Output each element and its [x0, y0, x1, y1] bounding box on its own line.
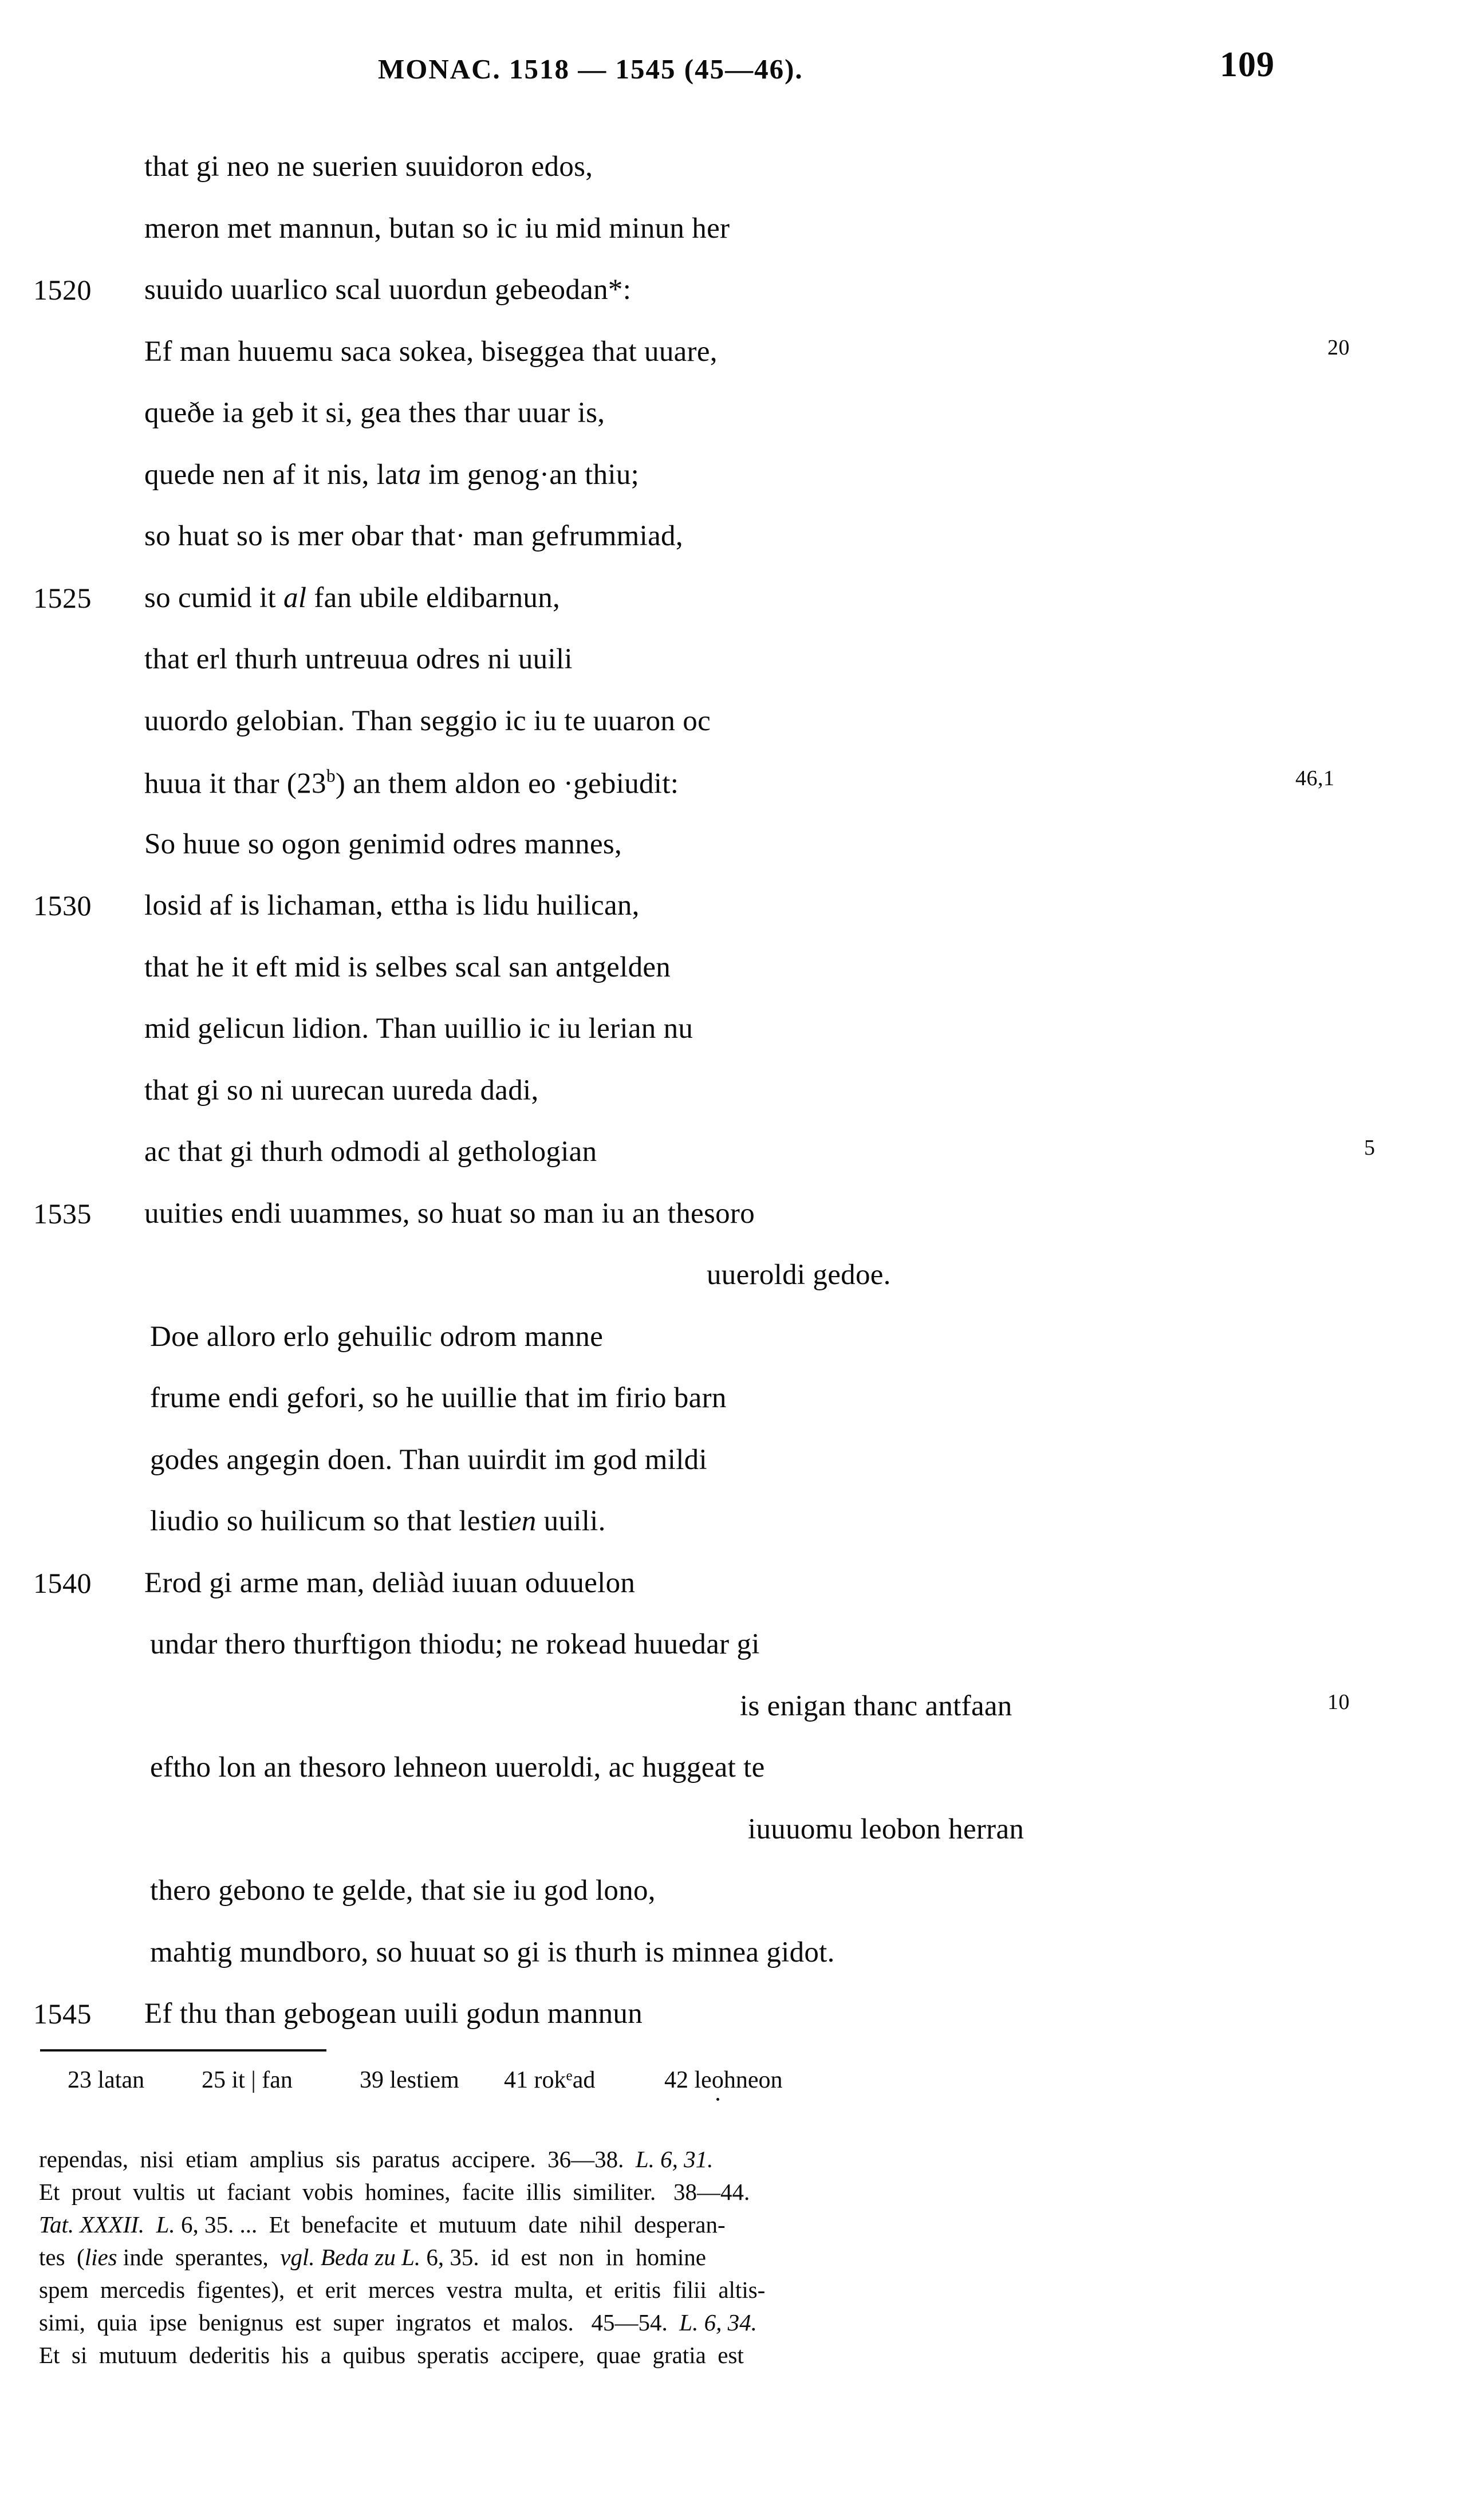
verse-text: so huat so is mer obar that· man gefrummiad, — [144, 520, 683, 552]
marginal-reference: 5 — [1364, 1136, 1376, 1160]
marginal-reference: 10 — [1327, 1690, 1350, 1714]
verse-text: uueroldi gedoe. — [707, 1259, 891, 1291]
critical-apparatus — [0, 2066, 1466, 2106]
verse-number: 1530 — [33, 889, 92, 922]
verse-text: huua it thar (23$^b$) an them aldon eo ·gebiudit: — [144, 766, 679, 800]
verse-text: eftho lon an thesoro lehneon uueroldi, ac huggeat te — [150, 1751, 765, 1783]
verse-text: frume endi gefori, so he uuillie that im firio barn — [150, 1382, 727, 1414]
verse-number: 1545 — [33, 1998, 92, 2030]
apparatus-entry: 41 rok$^e$ad — [504, 2067, 596, 2093]
verse-text: that erl thurh untreuua odres ni uuili — [144, 643, 573, 675]
verse-text: that gi neo ne suerien suuidoron edos, — [144, 151, 593, 183]
verse-text: Erod gi arme man, deliàd iuuan oduuelon — [144, 1567, 636, 1599]
verse-text: queðe ia geb it si, gea thes thar uuar is, — [144, 397, 605, 429]
note-line: Et prout vultis ut faciant vobis homines, facite illis similiter. 38—44. — [39, 2179, 750, 2205]
verse-text: Ef man huuemu saca sokea, biseggea that uuare, — [144, 336, 718, 368]
verse-text: losid af is lichaman, ettha is lidu huilican, — [144, 889, 640, 922]
marginal-reference: 20 — [1327, 336, 1350, 360]
verse-number: 1520 — [33, 274, 92, 306]
verse-text: ac that gi thurh odmodi al gethologian — [144, 1136, 597, 1168]
verse-text: liudio so huilicum so that lestien uuili. — [150, 1505, 606, 1537]
apparatus-entry: 42 leohneon — [664, 2067, 783, 2093]
verse-text: godes angegin doen. Than uuirdit im god mildi — [150, 1444, 707, 1476]
verse-number: 1540 — [33, 1567, 92, 1599]
latin-source-notes — [39, 2143, 1356, 2372]
verse-text: that gi so ni uurecan uureda dadi, — [144, 1074, 539, 1107]
verse-text: so cumid it al fan ubile eldibarnun, — [144, 582, 561, 614]
verse-text: So huue so ogon genimid odres mannes, — [144, 828, 622, 860]
marginal-reference: 46,1 — [1295, 766, 1335, 790]
verse-text: iuuuomu leobon herran — [748, 1813, 1024, 1845]
verse-text: suuido uuarlico scal uuordun gebeodan*: — [144, 274, 632, 306]
apparatus-entry: 23 latan — [68, 2067, 145, 2093]
note-line: tes (lies inde sperantes, vgl. Beda zu L. 6, 35. id est non in homine — [39, 2244, 706, 2270]
apparatus-rule — [40, 2049, 326, 2052]
page-number: 109 — [1220, 45, 1275, 84]
apparatus-entry: 39 lestiem — [360, 2067, 459, 2093]
verse-text: mahtig mundboro, so huuat so gi is thurh is minnea gidot. — [150, 1936, 835, 1968]
verse-text: is enigan thanc antfaan — [740, 1690, 1012, 1722]
verse-text: Ef thu than gebogean uuili godun mannun — [144, 1998, 643, 2030]
verse-text: Doe alloro erlo gehuilic odrom manne — [150, 1321, 604, 1353]
verse-text: thero gebono te gelde, that sie iu god lono, — [150, 1875, 656, 1907]
note-line: rependas, nisi etiam amplius sis paratus accipere. 36—38. L. 6, 31. — [39, 2146, 714, 2172]
verse-text: mid gelicun lidion. Than uuillio ic iu lerian nu — [144, 1013, 693, 1045]
verse-text: undar thero thurftigon thiodu; ne rokead huuedar gi — [150, 1628, 760, 1660]
note-line: simi, quia ipse benignus est super ingratos et malos. 45—54. L. 6, 34. — [39, 2309, 757, 2336]
note-line: Et si mutuum dederitis his a quibus speratis accipere, quae gratia est — [39, 2342, 744, 2368]
verse-text: that he it eft mid is selbes scal san antgelden — [144, 951, 671, 983]
note-line: spem mercedis figentes), et erit merces vestra multa, et eritis filii altis- — [39, 2277, 766, 2303]
verse-text: uuordo gelobian. Than seggio ic iu te uuaron oc — [144, 705, 711, 737]
running-head — [0, 45, 1466, 93]
running-head-title: MONAC. 1518 — 1545 (45—46). — [378, 53, 803, 85]
verse-text: uuities endi uuammes, so huat so man iu an thesoro — [144, 1198, 755, 1230]
verse-number: 1525 — [33, 582, 92, 614]
apparatus-entry: 25 it | fan — [202, 2067, 293, 2093]
verse-number: 1535 — [33, 1198, 92, 1230]
note-line: Tat. XXXII. L. 6, 35. ... Et benefacite et mutuum date nihil desperan- — [39, 2211, 726, 2238]
verse-text: meron met mannun, butan so ic iu mid minun her — [144, 212, 730, 245]
verse-text: quede nen af it nis, lata im genog·an thiu; — [144, 459, 640, 491]
